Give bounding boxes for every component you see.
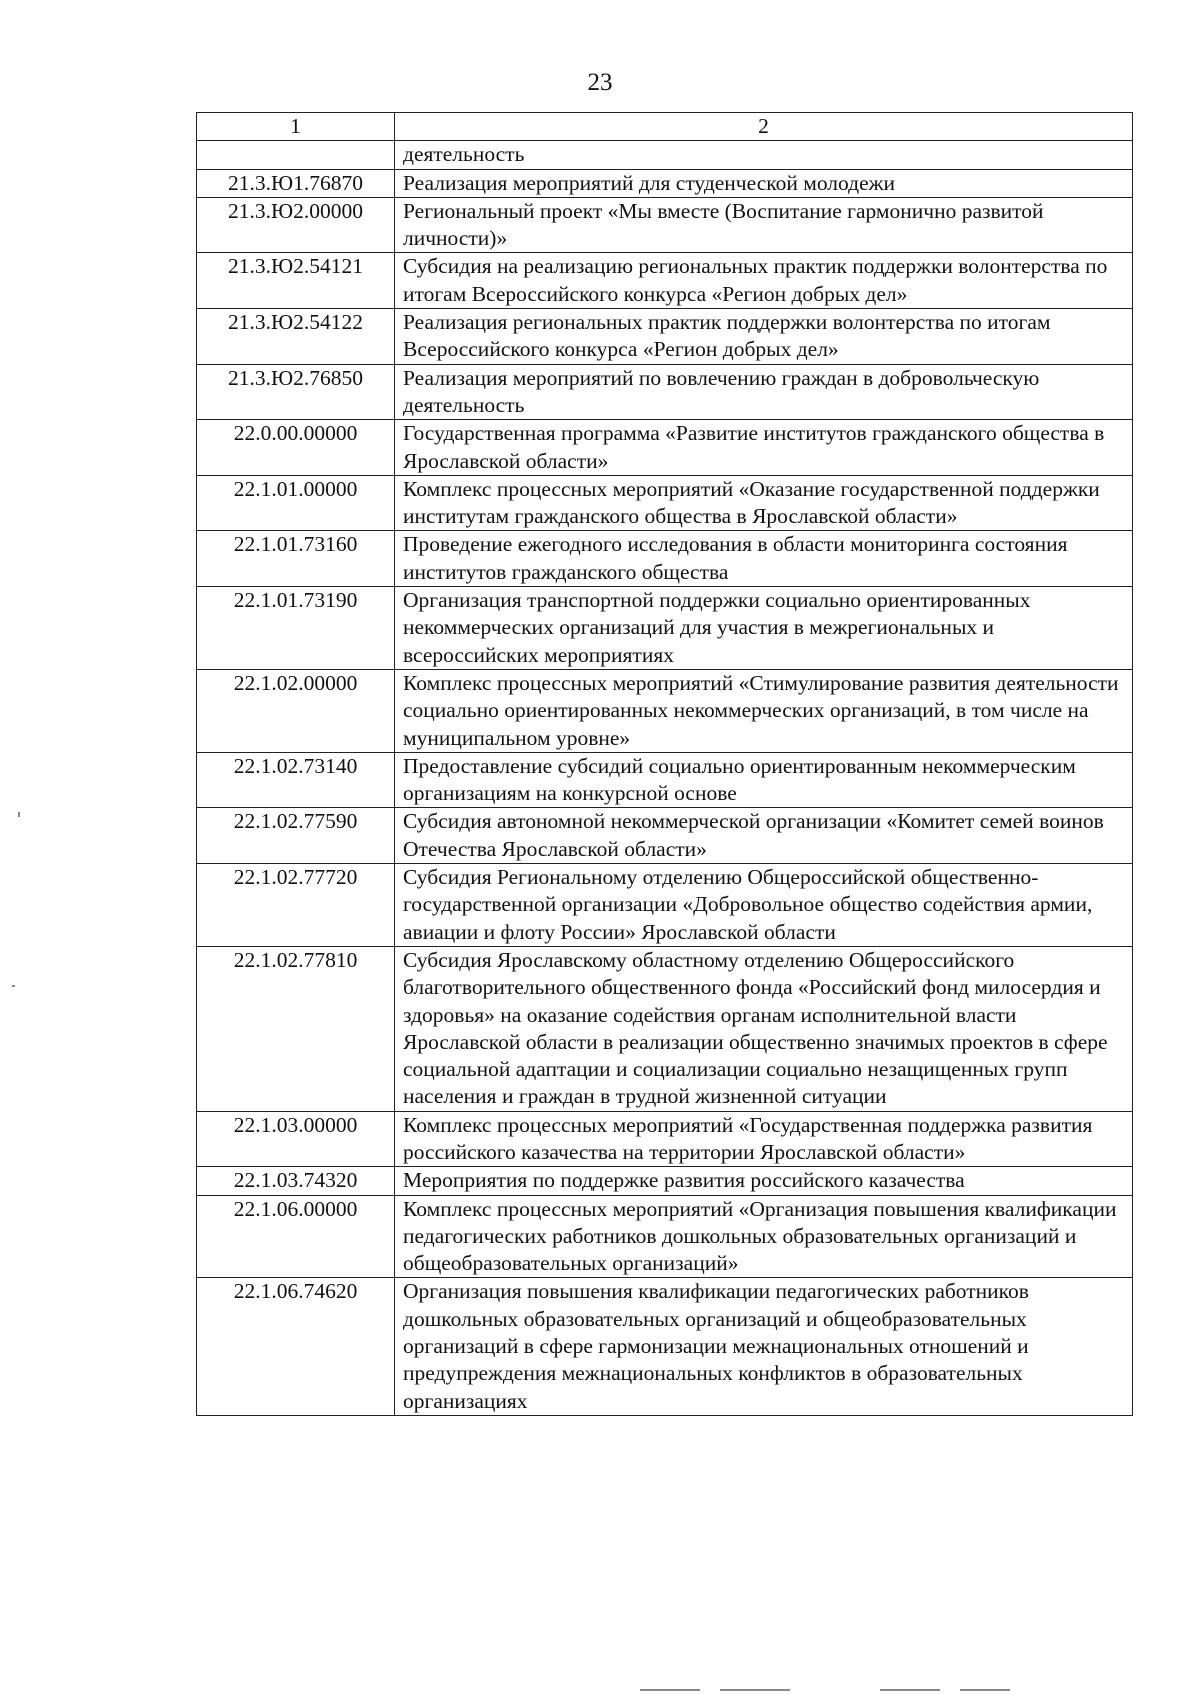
row-name: Государственная программа «Развитие институтов гражданского общества в Ярославской области» xyxy=(395,420,1133,476)
table-row xyxy=(197,169,1133,197)
scan-edge-mark xyxy=(960,1689,1010,1691)
budget-codes-table xyxy=(196,112,1133,1416)
row-code: 21.3.Ю1.76870 xyxy=(197,169,395,197)
row-name: Комплекс процессных мероприятий «Оказание государственной поддержки институтам гражданского общества в Ярославской области» xyxy=(395,475,1133,531)
row-name: Комплекс процессных мероприятий «Стимулирование развития деятельности социально ориентированных некоммерческих организаций, в том числе на муниципальном уровне» xyxy=(395,669,1133,752)
row-code: 22.1.06.74620 xyxy=(197,1278,395,1415)
row-code: 22.1.02.77590 xyxy=(197,808,395,864)
row-code: 22.1.06.00000 xyxy=(197,1195,395,1278)
row-code: 22.0.00.00000 xyxy=(197,420,395,476)
row-code: 22.1.02.77810 xyxy=(197,946,395,1111)
table-row xyxy=(197,1111,1133,1167)
table-row xyxy=(197,669,1133,752)
row-code: 21.3.Ю2.76850 xyxy=(197,364,395,420)
scan-speck xyxy=(12,985,15,987)
table-row xyxy=(197,1195,1133,1278)
column-header-code: 1 xyxy=(197,113,395,141)
row-code: 22.1.02.73140 xyxy=(197,752,395,808)
scan-edge-mark xyxy=(640,1689,700,1691)
row-code: 22.1.03.00000 xyxy=(197,1111,395,1167)
row-name: Реализация мероприятий для студенческой молодежи xyxy=(395,169,1133,197)
row-code xyxy=(197,141,395,169)
row-name: Организация повышения квалификации педагогических работников дошкольных образовательных организаций и общеобразовательных организаций в сфере гармонизации межнациональных отношений и предупреждения межнациональных конфликтов в образовательных организациях xyxy=(395,1278,1133,1415)
table-row xyxy=(197,197,1133,253)
row-name: Субсидия на реализацию региональных практик поддержки волонтерства по итогам Всероссийского конкурса «Регион добрых дел» xyxy=(395,253,1133,309)
row-name: Реализация региональных практик поддержки волонтерства по итогам Всероссийского конкурса «Регион добрых дел» xyxy=(395,309,1133,365)
row-name: Субсидия Ярославскому областному отделению Общероссийского благотворительного общественного фонда «Российский фонд милосердия и здоровья» на оказание содействия органам исполнительной власти Ярославской области в реализации общественно значимых проектов в сфере социальной адаптации и социализации социально незащищенных групп населения и граждан в трудной жизненной ситуации xyxy=(395,946,1133,1111)
table-row xyxy=(197,531,1133,587)
row-code: 22.1.01.73160 xyxy=(197,531,395,587)
row-code: 22.1.02.00000 xyxy=(197,669,395,752)
table-row xyxy=(197,309,1133,365)
table-row xyxy=(197,752,1133,808)
row-name: Комплекс процессных мероприятий «Государственная поддержка развития российского казачества на территории Ярославской области» xyxy=(395,1111,1133,1167)
table-row xyxy=(197,420,1133,476)
scan-edge-mark xyxy=(880,1689,940,1691)
row-code: 22.1.01.00000 xyxy=(197,475,395,531)
table-row xyxy=(197,587,1133,670)
table-row xyxy=(197,864,1133,947)
row-name: Субсидия Региональному отделению Общероссийской общественно-государственной организации «Добровольное общество содействия армии, авиации и флоту России» Ярославской области xyxy=(395,864,1133,947)
table-row xyxy=(197,808,1133,864)
table-row xyxy=(197,141,1133,169)
table-row xyxy=(197,475,1133,531)
row-name: Мероприятия по поддержке развития российского казачества xyxy=(395,1167,1133,1195)
scan-speck xyxy=(18,812,20,817)
column-header-name: 2 xyxy=(395,113,1133,141)
table-row xyxy=(197,1278,1133,1415)
row-name: Проведение ежегодного исследования в области мониторинга состояния институтов гражданского общества xyxy=(395,531,1133,587)
row-name: Организация транспортной поддержки социально ориентированных некоммерческих организаций для участия в межрегиональных и всероссийских мероприятиях xyxy=(395,587,1133,670)
row-code: 22.1.03.74320 xyxy=(197,1167,395,1195)
row-code: 22.1.01.73190 xyxy=(197,587,395,670)
row-code: 21.3.Ю2.54121 xyxy=(197,253,395,309)
table-row xyxy=(197,364,1133,420)
row-name: деятельность xyxy=(395,141,1133,169)
table-header-row xyxy=(197,113,1133,141)
row-name: Субсидия автономной некоммерческой организации «Комитет семей воинов Отечества Ярославской области» xyxy=(395,808,1133,864)
row-code: 22.1.02.77720 xyxy=(197,864,395,947)
row-code: 21.3.Ю2.54122 xyxy=(197,309,395,365)
scan-edge-mark xyxy=(720,1689,790,1691)
row-name: Предоставление субсидий социально ориентированным некоммерческим организациям на конкурсной основе xyxy=(395,752,1133,808)
row-name: Региональный проект «Мы вместе (Воспитание гармонично развитой личности)» xyxy=(395,197,1133,253)
row-name: Комплекс процессных мероприятий «Организация повышения квалификации педагогических работников дошкольных образовательных организаций и общеобразовательных организаций» xyxy=(395,1195,1133,1278)
row-name: Реализация мероприятий по вовлечению граждан в добровольческую деятельность xyxy=(395,364,1133,420)
page-number: 23 xyxy=(587,69,613,96)
table-row xyxy=(197,1167,1133,1195)
table-row xyxy=(197,253,1133,309)
table-row xyxy=(197,946,1133,1111)
row-code: 21.3.Ю2.00000 xyxy=(197,197,395,253)
